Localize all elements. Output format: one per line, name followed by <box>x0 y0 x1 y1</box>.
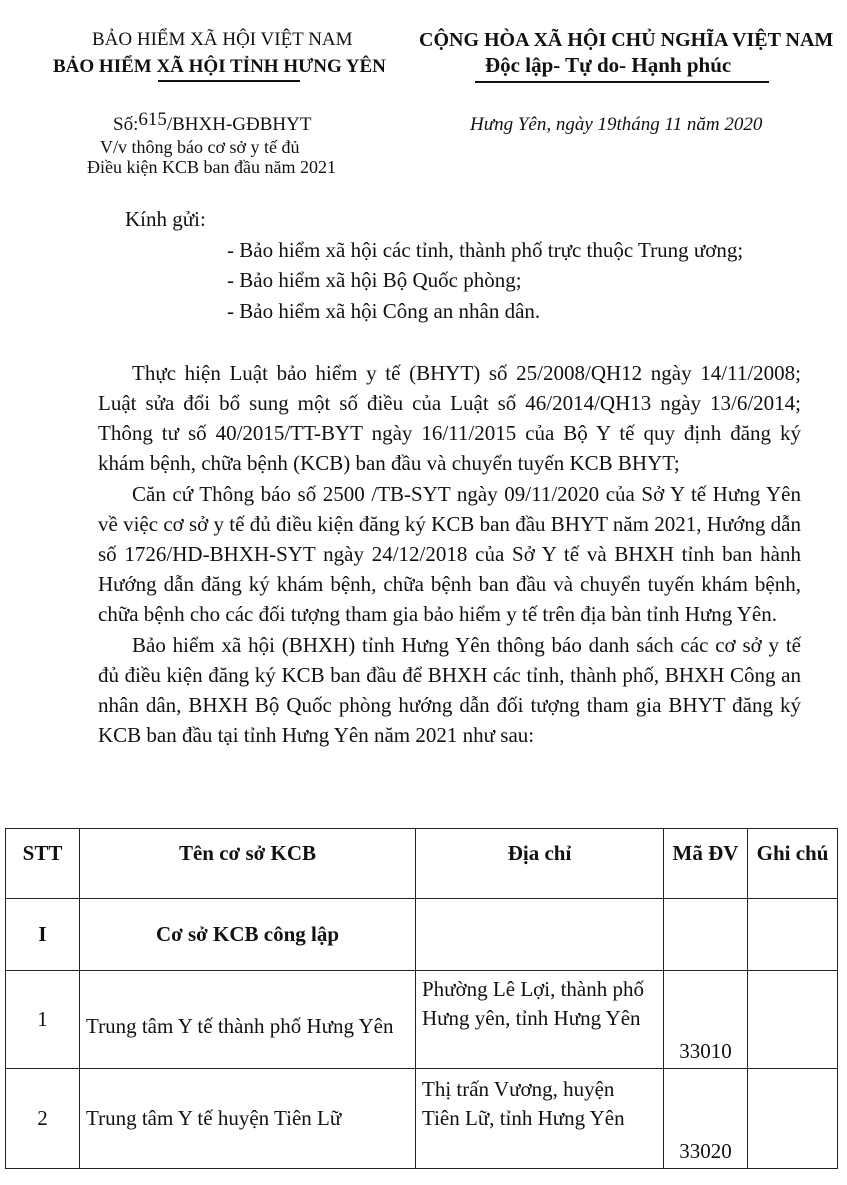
recipient-item: - Bảo hiểm xã hội Công an nhân dân. <box>227 299 541 323</box>
col-header-stt: STT <box>6 829 80 899</box>
section-address <box>416 899 664 971</box>
col-header-code: Mã ĐV <box>664 829 748 899</box>
doc-number-suffix: /BHXH-GĐBHYT <box>166 114 312 135</box>
place-date-prefix: Hưng Yên, ngày <box>470 114 598 135</box>
row-name: Trung tâm Y tế huyện Tiên Lữ <box>80 1069 416 1169</box>
subject-line-1: V/v thông báo cơ sở y tế đủ <box>100 137 300 157</box>
row-code: 33020 <box>664 1069 748 1169</box>
row-code: 33010 <box>664 971 748 1069</box>
section-note <box>748 899 838 971</box>
row-note <box>748 1069 838 1169</box>
row-name: Trung tâm Y tế thành phố Hưng Yên <box>80 971 416 1069</box>
col-header-note: Ghi chú <box>748 829 838 899</box>
table-row <box>6 1069 838 1169</box>
place-date <box>470 114 762 136</box>
row-address: Phường Lê Lợi, thành phố Hưng yên, tỉnh Hưng Yên <box>416 971 664 1069</box>
doc-number-prefix: Số: <box>113 114 139 135</box>
motto-underline <box>475 81 769 83</box>
table-section-row <box>6 899 838 971</box>
recipient-item: - Bảo hiểm xã hội Bộ Quốc phòng; <box>227 268 522 292</box>
document-number <box>113 109 312 136</box>
motto: Độc lập- Tự do- Hạnh phúc <box>485 53 732 77</box>
subject-line-2: Điều kiện KCB ban đầu năm 2021 <box>87 157 336 177</box>
col-header-name: Tên cơ sở KCB <box>80 829 416 899</box>
row-note <box>748 971 838 1069</box>
body-paragraph-1: Thực hiện Luật bảo hiểm y tế (BHYT) số 25/2008/QH12 ngày 14/11/2008; Luật sửa đổi bổ sung một số điều của Luật số 46/2014/QH13 ngày 13/6/2014; Thông tư số 40/2015/TT-BYT ngày 16/11/2015 của Bộ Y tế quy định đăng ký khám bệnh, chữa bệnh (KCB) ban đầu và chuyển tuyến KCB BHYT; <box>98 361 801 475</box>
place-date-suffix: tháng 11 năm 2020 <box>616 114 763 135</box>
table-row <box>6 971 838 1069</box>
body-paragraph-3: Bảo hiểm xã hội (BHXH) tỉnh Hưng Yên thông báo danh sách các cơ sở y tế đủ điều kiện đăng ký KCB ban đầu để BHXH các tỉnh, thành phố, BHXH Công an nhân dân, BHXH Bộ Quốc phòng hướng dẫn đối tượng tham gia BHYT đăng ký KCB ban đầu tại tỉnh Hưng Yên năm 2021 như sau: <box>98 633 801 747</box>
nation-title: CỘNG HÒA XÃ HỘI CHỦ NGHĨA VIỆT NAM <box>419 29 834 51</box>
recipient-item: - Bảo hiểm xã hội các tỉnh, thành phố trực thuộc Trung ương; <box>227 238 744 262</box>
section-name: Cơ sở KCB công lập <box>80 899 416 971</box>
row-address: Thị trấn Vương, huyện Tiên Lữ, tỉnh Hưng Yên <box>416 1069 664 1169</box>
row-stt: 2 <box>6 1069 80 1169</box>
greeting: Kính gửi: <box>125 207 206 231</box>
org-parent: BẢO HIỂM XÃ HỘI VIỆT NAM <box>92 29 353 50</box>
org-name: BẢO HIỂM XÃ HỘI TỈNH HƯNG YÊN <box>53 56 386 77</box>
table-header-row <box>6 829 838 899</box>
section-code <box>664 899 748 971</box>
place-date-day: 19 <box>597 114 617 135</box>
body-paragraph-2: Căn cứ Thông báo số 2500 /TB-SYT ngày 09/11/2020 của Sở Y tế Hưng Yên về việc cơ sở y tế đủ điều kiện đăng ký KCB ban đầu BHYT năm 2021, Hướng dẫn số 1726/HD-BHXH-SYT ngày 24/12/2018 của Sở Y tế và BHXH tỉnh ban hành Hướng dẫn đăng ký khám bệnh, chữa bệnh ban đầu và chuyển tuyến khám bệnh, chữa bệnh cho các đối tượng tham gia bảo hiểm y tế trên địa bàn tỉnh Hưng Yên. <box>98 482 801 626</box>
document-body <box>98 358 801 750</box>
facility-table <box>5 828 838 1169</box>
org-underline <box>158 80 300 82</box>
row-stt: 1 <box>6 971 80 1069</box>
col-header-address: Địa chỉ <box>416 829 664 899</box>
section-stt: I <box>6 899 80 971</box>
doc-number-value: 615 <box>138 109 167 130</box>
